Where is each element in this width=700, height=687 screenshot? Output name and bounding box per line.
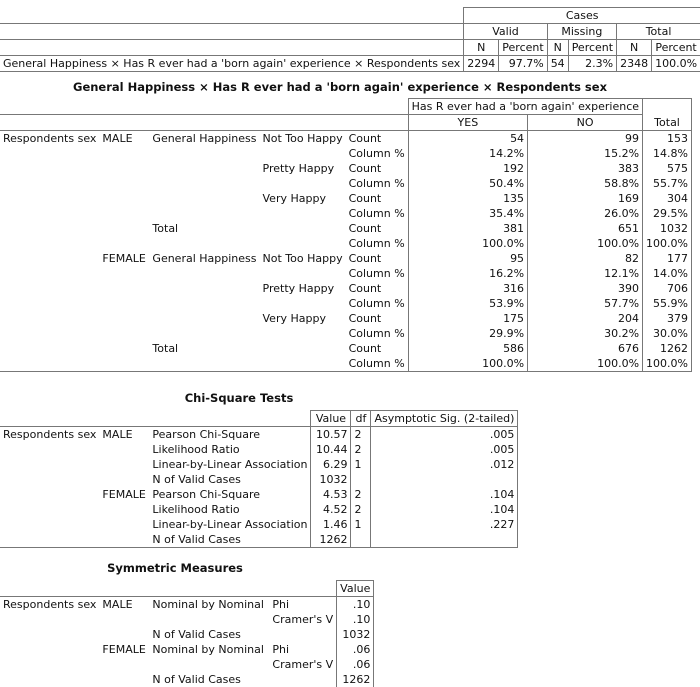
cell-total: 55.9% [643,296,692,311]
cell-no: 390 [528,281,643,296]
cell-total: 575 [643,161,692,176]
table-row [0,146,692,161]
cell-no: 30.2% [528,326,643,341]
measure-type-label: N of Valid Cases [152,628,241,641]
corner-cell [0,581,337,597]
crosstab-title: General Happiness × Has R ever had a 'born again' experience × Respondents sex [73,80,607,94]
table-row [0,517,518,532]
test-label: Pearson Chi-Square [152,488,261,501]
valid-header: Valid [464,24,547,40]
df-cell: 1 [351,457,371,472]
row-var-label: Respondents sex [3,132,97,145]
cell-total: 1262 [643,341,692,356]
row-label: General Happiness × Has R ever had a 'born again' experience × Respondents sex [0,56,464,72]
value-cell: 10.44 [311,442,351,457]
cell-yes: 100.0% [408,236,527,251]
cell-yes: 16.2% [408,266,527,281]
yes-header: YES [408,115,527,131]
table-row [0,642,374,657]
crosstab-table [0,98,692,372]
table-row [0,161,692,176]
test-label: N of Valid Cases [152,473,241,486]
value-header: Value [337,581,374,597]
category-label: Very Happy [262,312,326,325]
cell-total: 379 [643,311,692,326]
cell-no: 99 [528,131,643,147]
measure-label: Cramer's V [272,613,334,626]
category-label: Pretty Happy [262,282,335,295]
cell-total: 55.7% [643,176,692,191]
general-happiness-label: General Happiness [152,132,257,145]
table-row [0,176,692,191]
test-label: Pearson Chi-Square [152,428,261,441]
df-cell: 1 [351,517,371,532]
percent-header: Percent [652,40,700,56]
n-header: N [617,40,652,56]
percent-header: Percent [568,40,616,56]
df-cell: 2 [351,442,371,457]
value-cell: 1.46 [311,517,351,532]
corner-cell [0,24,464,40]
missing-percent: 2.3% [568,56,616,72]
row-var-label: Respondents sex [3,598,97,611]
total-row-label: Total [152,222,179,235]
stat-label: Count [348,162,382,175]
value-cell: .10 [337,612,374,627]
cell-total: 304 [643,191,692,206]
category-label: Not Too Happy [262,132,343,145]
table-row [0,266,692,281]
stat-label: Column % [348,207,405,220]
cell-yes: 175 [408,311,527,326]
table-row [0,296,692,311]
general-happiness-label: General Happiness [152,252,257,265]
sex-label-male: MALE [102,132,133,145]
value-cell: 1032 [311,472,351,487]
cell-total: 29.5% [643,206,692,221]
cell-total: 100.0% [643,356,692,372]
stat-label: Count [348,282,382,295]
table-row [0,657,374,672]
table-row [0,191,692,206]
table-row [0,281,692,296]
table-row [0,442,518,457]
valid-n: 2294 [464,56,499,72]
stat-label: Count [348,222,382,235]
table-row [0,326,692,341]
symmetric-table [0,580,374,687]
table-row [0,206,692,221]
measure-type-label: Nominal by Nominal [152,598,264,611]
measure-label: Cramer's V [272,658,334,671]
sig-header: Asymptotic Sig. (2-tailed) [371,411,518,427]
value-cell: 6.29 [311,457,351,472]
cell-yes: 35.4% [408,206,527,221]
df-cell: 2 [351,487,371,502]
cell-total: 14.8% [643,146,692,161]
value-cell: 1262 [337,672,374,687]
table-row [0,236,692,251]
stat-label: Count [348,342,382,355]
percent-header: Percent [499,40,547,56]
cell-total: 100.0% [643,236,692,251]
n-header: N [547,40,568,56]
corner-cell [0,115,408,131]
table-row [0,597,374,613]
cell-yes: 14.2% [408,146,527,161]
cell-no: 100.0% [528,236,643,251]
cases-header: Cases [464,8,700,24]
df-cell: 2 [351,427,371,443]
table-row [0,502,518,517]
value-cell: .10 [337,597,374,613]
table-row [0,251,692,266]
stat-label: Column % [348,267,405,280]
cell-no: 57.7% [528,296,643,311]
stat-label: Column % [348,297,405,310]
value-cell: .06 [337,642,374,657]
table-row [0,532,518,548]
n-header: N [464,40,499,56]
cell-total: 177 [643,251,692,266]
test-label: Likelihood Ratio [152,443,240,456]
category-label: Very Happy [262,192,326,205]
corner-cell [0,8,464,24]
category-label: Pretty Happy [262,162,335,175]
cell-yes: 586 [408,341,527,356]
cell-yes: 53.9% [408,296,527,311]
cell-no: 15.2% [528,146,643,161]
cell-no: 676 [528,341,643,356]
stat-label: Column % [348,327,405,340]
table-row [0,457,518,472]
missing-n: 54 [547,56,568,72]
corner-cell [643,99,692,115]
measure-label: Phi [272,598,290,611]
table-row [0,612,374,627]
category-label: Not Too Happy [262,252,343,265]
measure-label: Phi [272,643,290,656]
cell-yes: 381 [408,221,527,236]
missing-header: Missing [547,24,616,40]
cell-total: 706 [643,281,692,296]
value-cell: 1032 [337,627,374,642]
cell-no: 169 [528,191,643,206]
cell-no: 100.0% [528,356,643,372]
corner-cell [0,99,408,115]
sig-cell: .012 [371,457,518,472]
table-row [0,627,374,642]
stat-label: Column % [346,356,409,372]
table-row [0,472,518,487]
cell-no: 204 [528,311,643,326]
sex-label-male: MALE [102,598,133,611]
table-row [0,311,692,326]
cell-total: 1032 [643,221,692,236]
cell-total: 30.0% [643,326,692,341]
born-again-header: Has R ever had a 'born again' experience [408,99,642,115]
cell-no: 651 [528,221,643,236]
stat-label: Column % [348,237,405,250]
table-row [0,341,692,356]
chi-square-title: Chi-Square Tests [184,391,294,405]
cell-yes: 50.4% [408,176,527,191]
sig-cell: .005 [371,427,518,443]
stat-label: Count [348,312,382,325]
cell-yes: 29.9% [408,326,527,341]
total-n: 2348 [617,56,652,72]
total-header: Total [643,115,692,131]
cell-yes: 135 [408,191,527,206]
sig-cell: .227 [371,517,518,532]
table-row [0,56,700,72]
stat-label: Count [348,132,382,145]
test-label: Linear-by-Linear Association [152,458,308,471]
total-header: Total [617,24,700,40]
test-label: Linear-by-Linear Association [152,518,308,531]
test-label: Likelihood Ratio [152,503,240,516]
chi-square-table [0,410,518,548]
table-row [0,672,374,687]
sex-label-female: FEMALE [102,488,146,501]
sex-label-male: MALE [102,428,133,441]
measure-type-label: N of Valid Cases [152,673,241,686]
sig-cell: .005 [371,442,518,457]
table-row [0,221,692,236]
cell-no: 383 [528,161,643,176]
df-header: df [351,411,371,427]
row-var-label: Respondents sex [3,428,97,441]
sex-label-female: FEMALE [102,252,146,265]
cell-total: 14.0% [643,266,692,281]
table-row [0,356,692,372]
table-row [0,131,692,147]
value-cell: 1262 [311,532,351,548]
cell-no: 26.0% [528,206,643,221]
measure-type-label: Nominal by Nominal [152,643,264,656]
value-header: Value [311,411,351,427]
corner-cell [0,411,311,427]
value-cell: .06 [337,657,374,672]
cell-yes: 192 [408,161,527,176]
total-percent: 100.0% [652,56,700,72]
total-row-label: Total [152,342,179,355]
stat-label: Column % [348,147,405,160]
value-cell: 10.57 [311,427,351,443]
cell-yes: 54 [408,131,527,147]
stat-label: Count [348,252,382,265]
test-label: N of Valid Cases [149,532,311,548]
value-cell: 4.52 [311,502,351,517]
df-cell: 2 [351,502,371,517]
table-row [0,427,518,443]
stat-label: Column % [348,177,405,190]
sig-cell: .104 [371,487,518,502]
cell-yes: 316 [408,281,527,296]
symmetric-title: Symmetric Measures [107,561,243,575]
table-row [0,487,518,502]
corner-cell [0,40,464,56]
cell-no: 82 [528,251,643,266]
value-cell: 4.53 [311,487,351,502]
no-header: NO [528,115,643,131]
sex-label-female: FEMALE [102,643,146,656]
case-summary-table [0,7,700,72]
cell-yes: 95 [408,251,527,266]
sig-cell: .104 [371,502,518,517]
valid-percent: 97.7% [499,56,547,72]
cell-yes: 100.0% [408,356,527,372]
cell-no: 12.1% [528,266,643,281]
cell-no: 58.8% [528,176,643,191]
cell-total: 153 [643,131,692,147]
stat-label: Count [348,192,382,205]
